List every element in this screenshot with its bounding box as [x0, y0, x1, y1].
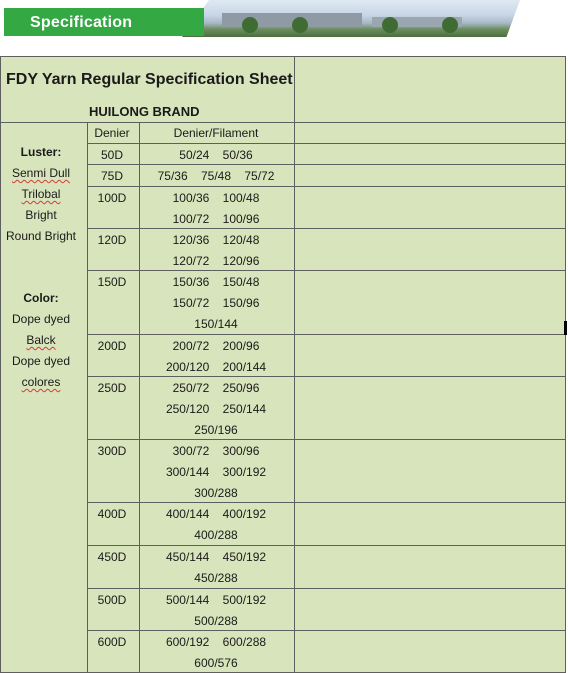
grid-line-horizontal	[87, 545, 566, 546]
left-column-item: Balck	[26, 333, 56, 347]
grid-line-horizontal	[87, 164, 566, 165]
banner	[4, 0, 520, 37]
grid-line-horizontal	[0, 122, 566, 123]
filament-cell: 400/144 400/192	[165, 507, 267, 521]
grid-line-horizontal	[87, 588, 566, 589]
grid-line-vertical	[565, 56, 566, 673]
left-column-item: colores	[21, 375, 61, 389]
left-column-item: Bright	[25, 208, 57, 222]
filament-cell: 500/144 500/192	[165, 593, 267, 607]
specification-sheet	[0, 56, 566, 673]
grid-line-horizontal	[87, 143, 566, 144]
filament-cell: 600/192 600/288	[165, 635, 267, 649]
denier-cell: 400D	[97, 507, 127, 521]
filament-cell: 300/72 300/96	[172, 444, 260, 458]
banner-title: Specification	[30, 14, 133, 31]
grid-line-horizontal	[87, 376, 566, 377]
filament-cell: 300/144 300/192	[165, 465, 267, 479]
grid-line-vertical	[139, 122, 140, 673]
denier-cell: 75D	[100, 169, 124, 183]
grid-line-horizontal	[87, 186, 566, 187]
left-column-item: Round Bright	[5, 229, 77, 243]
filament-cell: 300/288	[194, 486, 238, 500]
filament-cell: 450/144 450/192	[165, 550, 267, 564]
filament-cell: 150/72 150/96	[172, 296, 260, 310]
filament-cell: 120/36 120/48	[172, 233, 260, 247]
grid-line-horizontal	[87, 334, 566, 335]
left-column-item: Dope dyed	[11, 354, 71, 368]
denier-cell: 100D	[97, 191, 127, 205]
denier-cell: 120D	[97, 233, 127, 247]
filament-cell: 250/72 250/96	[172, 381, 260, 395]
grid-line-horizontal	[87, 630, 566, 631]
filament-cell: 100/72 100/96	[172, 212, 260, 226]
text-cursor	[564, 321, 567, 335]
denier-cell: 300D	[97, 444, 127, 458]
left-column-item: Trilobal	[21, 187, 61, 201]
filament-cell: 75/36 75/48 75/72	[157, 169, 275, 183]
filament-cell: 400/288	[194, 528, 238, 542]
brand-name: HUILONG BRAND	[89, 104, 200, 119]
denier-cell: 50D	[100, 148, 124, 162]
denier-cell: 500D	[97, 593, 127, 607]
filament-cell: 450/288	[194, 571, 238, 585]
left-column-item: Senmi Dull	[11, 166, 71, 180]
banner-photo	[182, 0, 520, 37]
left-column-item: Luster:	[20, 145, 62, 159]
denier-cell: 450D	[97, 550, 127, 564]
denier-cell: 200D	[97, 339, 127, 353]
filament-cell: 200/120 200/144	[165, 360, 267, 374]
denier-column-header: Denier	[94, 126, 130, 140]
grid-line-horizontal	[0, 56, 566, 57]
grid-line-horizontal	[87, 502, 566, 503]
grid-line-horizontal	[87, 270, 566, 271]
grid-line-vertical	[87, 122, 88, 673]
filament-cell: 150/36 150/48	[172, 275, 260, 289]
sheet-title: FDY Yarn Regular Specification Sheet	[6, 71, 293, 88]
filament-column-header: Denier/Filament	[173, 126, 259, 140]
filament-cell: 120/72 120/96	[172, 254, 260, 268]
denier-cell: 600D	[97, 635, 127, 649]
filament-cell: 200/72 200/96	[172, 339, 260, 353]
filament-cell: 250/120 250/144	[165, 402, 267, 416]
filament-cell: 100/36 100/48	[172, 191, 260, 205]
filament-cell: 50/24 50/36	[179, 148, 253, 162]
denier-cell: 250D	[97, 381, 127, 395]
filament-cell: 150/144	[194, 317, 238, 331]
filament-cell: 250/196	[194, 423, 238, 437]
denier-cell: 150D	[97, 275, 127, 289]
left-column-item: Dope dyed	[11, 312, 71, 326]
grid-line-horizontal	[87, 439, 566, 440]
filament-cell: 600/576	[194, 656, 238, 670]
grid-line-horizontal	[87, 228, 566, 229]
left-column-item: Color:	[23, 291, 59, 305]
grid-line-vertical	[0, 56, 1, 673]
grid-line-vertical	[294, 56, 295, 673]
filament-cell: 500/288	[194, 614, 238, 628]
